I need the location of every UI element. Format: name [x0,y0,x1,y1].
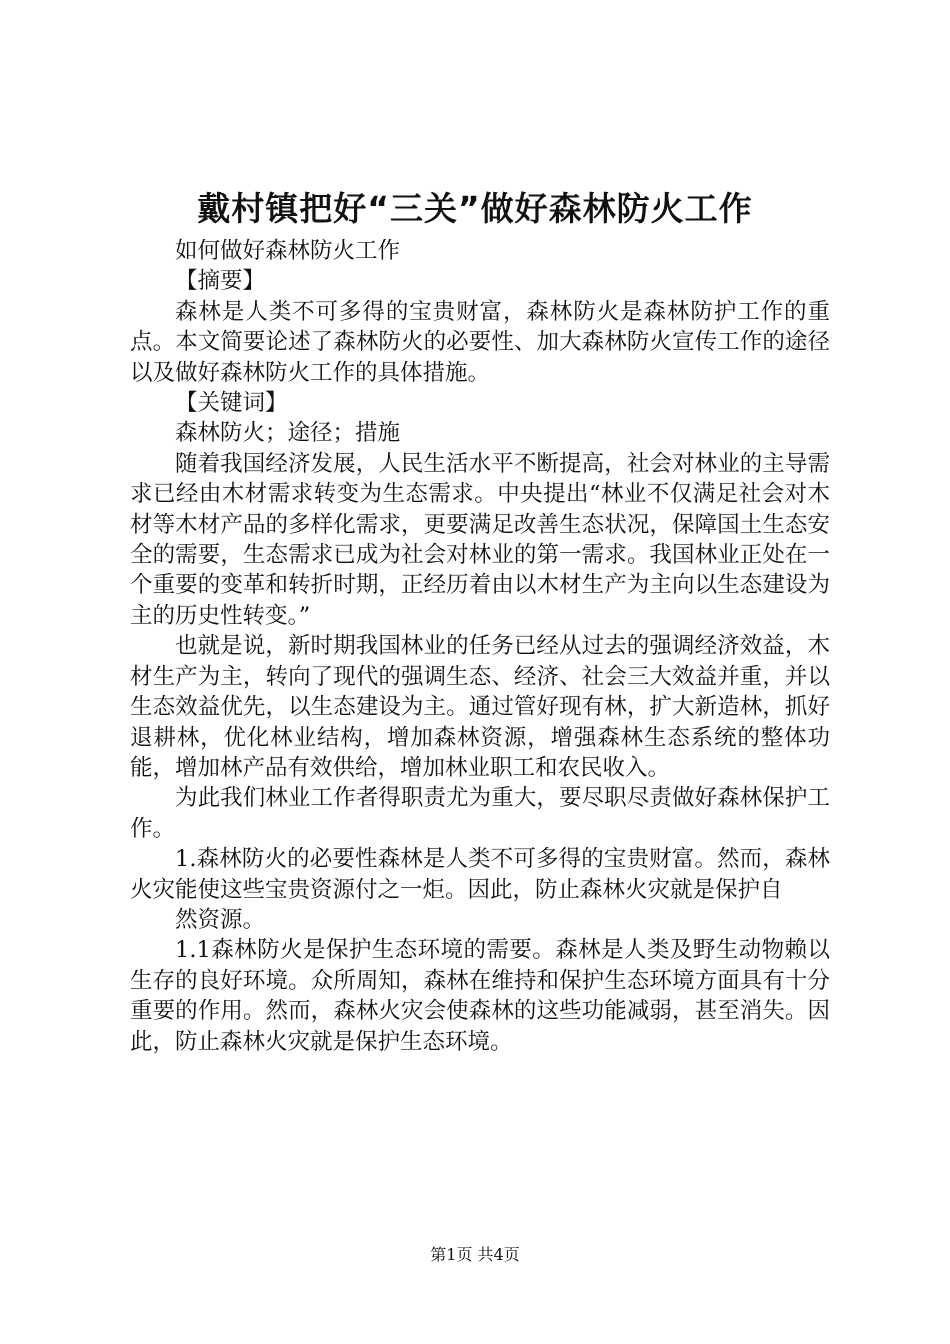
subtitle-paragraph: 如何做好森林防火工作 [175,238,401,264]
body-paragraph: 也就是说，新时期我国林业的任务已经从过去的强调经济效益，木材生产为主，转向了现代的强调生态、经济、社会三大效益并重，并以生态效益优先，以生态建设为主。通过管好现有林，扩大新造林，抓好退耕林，优化林业结构，增加森林资源，增强森林生态系统的整体功能，增加林产品有效供给，增加林业职工和农民收入。 [130,633,830,781]
keywords-heading: 【关键词】 [175,390,288,417]
page-footer: 第1页 共4页 [430,1245,520,1264]
body-paragraph: 为此我们林业工作者得职责尤为重大，要尽职尽责做好森林保护工作。 [130,785,830,842]
body-paragraph: 1.1森林防火是保护生态环境的需要。森林是人类及野生动物赖以生存的良好环境。众所周知，森林在维持和保护生态环境方面具有十分重要的作用。然而，森林火灾会使森林的这些功能减弱，甚至消失。因此，防止森林火灾就是保护生态环境。 [130,937,830,1055]
body-paragraph: 1.森林防火的必要性森林是人类不可多得的宝贵财富。然而，森林火灾能使这些宝贵资源付之一炬。因此，防止森林火灾就是保护自 [130,846,830,903]
keywords-paragraph: 森林防火；途径；措施 [175,420,401,447]
abstract-heading: 【摘要】 [175,268,266,295]
document-body [130,236,830,1057]
document-title: 戴村镇把好“三关”做好森林防火工作 [197,189,753,228]
body-paragraph: 随着我国经济发展，人民生活水平不断提高，社会对林业的主导需求已经由木材需求转变为生态需求。中央提出“林业不仅满足社会对木材等木材产品的多样化需求，更要满足改善生态状况，保障国土生态安全的需要，生态需求已成为社会对林业的第一需求。我国林业正处在一个重要的变革和转折时期，正经历着由以木材生产为主向以生态建设为主的历史性转变。” [130,450,830,629]
body-paragraph: 然资源。 [175,906,266,933]
abstract-paragraph: 森林是人类不可多得的宝贵财富，森林防火是森林防护工作的重点。本文简要论述了森林防火的必要性、加大森林防火宣传工作的途径以及做好森林防火工作的具体措施。 [130,298,830,386]
